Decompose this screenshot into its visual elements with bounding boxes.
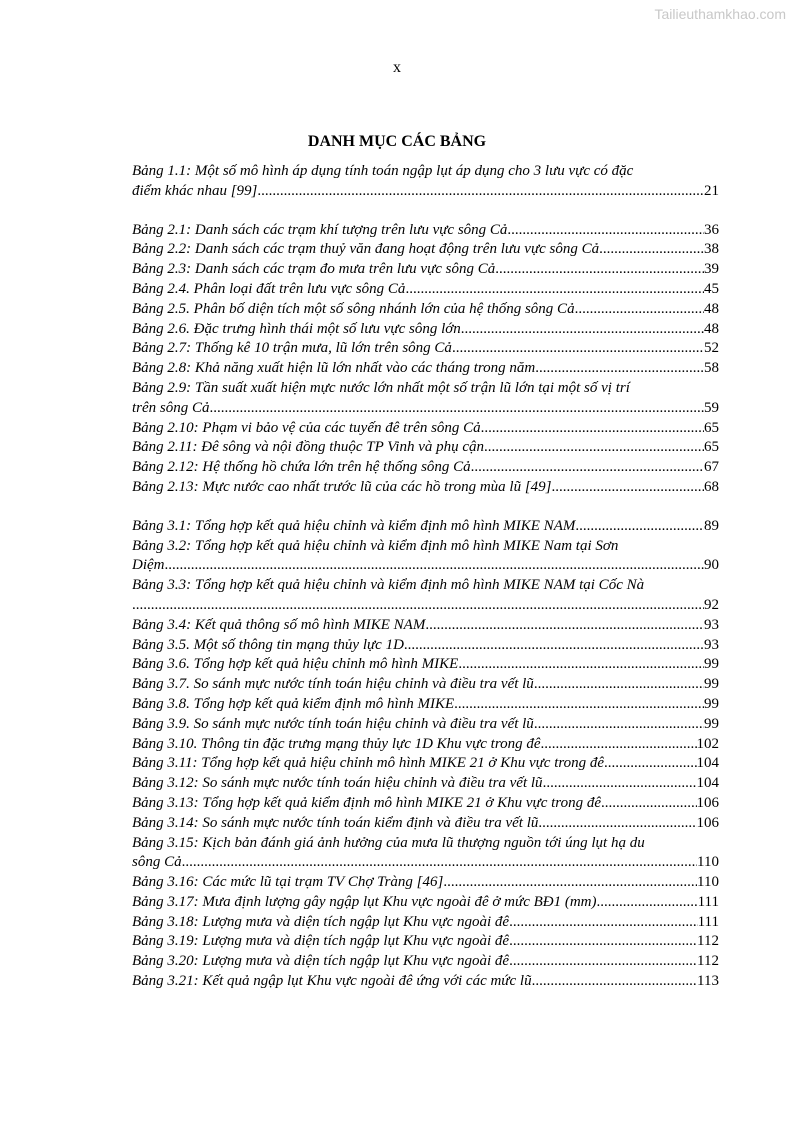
toc-entry-page-number: 106 [696,814,719,831]
dot-leader [509,952,697,972]
dot-leader [165,556,705,576]
toc-entry[interactable] [132,754,719,774]
toc-entry[interactable] [132,260,719,280]
toc-entry[interactable] [132,675,719,695]
toc-entry-text: Bảng 3.8. Tổng hợp kết quả kiểm định mô hình MIKE [132,695,455,712]
toc-entry[interactable] [132,655,719,675]
toc-entry-line [132,280,719,300]
dot-leader [210,399,704,419]
dot-leader [454,695,704,715]
toc-entry-line [132,399,719,419]
toc-entry-page-number: 112 [697,933,719,950]
toc-entry-page-number: 65 [704,439,719,456]
toc-entry-line [132,913,719,933]
toc-entry-line [132,893,719,913]
toc-entry-line [132,221,719,241]
toc-entry-text: Bảng 3.21: Kết quả ngập lụt Khu vực ngoài đê ứng với các mức lũ [132,973,532,990]
dot-leader [484,438,704,458]
toc-entry[interactable] [132,794,719,814]
dot-leader [404,636,704,656]
group-spacer [132,202,719,221]
toc-entry-page-number: 92 [704,596,719,613]
toc-entry-text: Bảng 3.12: So sánh mực nước tính toán hiệu chỉnh và điều tra vết lũ [132,775,543,792]
toc-entry[interactable] [132,972,719,992]
toc-entry-page-number: 104 [696,775,719,792]
dot-leader [443,873,697,893]
toc-entry-page-number: 48 [704,300,719,317]
toc-entry-page-number: 39 [704,261,719,278]
toc-entry-text: Bảng 3.6. Tổng hợp kết quả hiệu chỉnh mô hình MIKE [132,656,459,673]
toc-entry-page-number: 106 [696,794,719,811]
toc-entry[interactable] [132,873,719,893]
toc-entry-line [132,655,719,675]
toc-entry-line [132,339,719,359]
toc-entry-line [132,182,719,202]
toc-entry-page-number: 99 [704,656,719,673]
dot-leader [575,517,704,537]
toc-entry[interactable] [132,379,719,419]
toc-entry[interactable] [132,952,719,972]
toc-entry-line [132,814,719,834]
toc-entry-line [132,616,719,636]
watermark-text: Tailieuthamkhao.com [654,6,786,22]
dot-leader [541,735,697,755]
toc-entry[interactable] [132,240,719,260]
toc-entry-title-line: Bảng 3.15: Kịch bản đánh giá ảnh hưởng của mưa lũ thượng nguồn tới úng lụt hạ du [132,834,645,851]
toc-entry-text: Bảng 3.14: So sánh mực nước tính toán kiểm định và điều tra vết lũ [132,814,539,831]
toc-entry-line [132,853,719,873]
toc-entry[interactable] [132,478,719,498]
toc-entry-line [132,359,719,379]
page-title: DANH MỤC CÁC BẢNG [307,133,487,150]
dot-leader [601,794,697,814]
toc-entry-line [132,715,719,735]
toc-entry-text: Bảng 3.4: Kết quả thông số mô hình MIKE NAM [132,616,426,633]
page-number: x [393,59,401,76]
toc-entry[interactable] [132,517,719,537]
toc-entry-text: trên sông Cả [132,399,210,416]
toc-entry[interactable] [132,695,719,715]
toc-entry-page-number: 59 [704,399,719,416]
dot-leader [604,754,696,774]
toc-entry-title-line: Bảng 2.9: Tần suất xuất hiện mực nước lớn nhất một số trận lũ lớn tại một số vị trí [132,379,630,396]
toc-entry[interactable] [132,616,719,636]
toc-entry-title-line: Bảng 1.1: Một số mô hình áp dụng tính toán ngập lụt áp dụng cho 3 lưu vực có đặc [132,163,634,179]
toc-entry-text: Bảng 2.4. Phân loại đất trên lưu vực sông Cả [132,280,406,297]
toc-entry-line [132,438,719,458]
toc-entry-page-number: 21 [704,182,719,199]
toc-entry-line [132,300,719,320]
toc-entry[interactable] [132,576,719,616]
toc-entry-page-number: 112 [697,953,719,970]
toc-entry[interactable] [132,774,719,794]
toc-entry-line [132,774,719,794]
toc-entry-title-line: Bảng 3.3: Tổng hợp kết quả hiệu chỉnh và kiểm định mô hình MIKE NAM tại Cốc Nà [132,577,645,594]
toc-entry-text: Bảng 3.16: Các mức lũ tại trạm TV Chợ Tràng [46] [132,874,444,891]
toc-entry[interactable] [132,300,719,320]
toc-entry-page-number: 67 [704,459,719,476]
toc-entry-page-number: 93 [704,616,719,633]
toc-entry-line [132,596,719,616]
toc-entry-page-number: 90 [704,557,719,574]
toc-entry-title-line: Bảng 3.2: Tổng hợp kết quả hiệu chỉnh và kiểm định mô hình MIKE Nam tại Sơn [132,537,619,554]
dot-leader [257,182,704,202]
toc-entry-text: Bảng 2.5. Phân bố diện tích một số sông nhánh lớn của hệ thống sông Cả [132,300,575,317]
toc-entry-page-number: 110 [697,874,719,891]
toc-entry-page-number: 104 [696,755,719,772]
toc-entry-line [132,873,719,893]
toc-entry[interactable] [132,735,719,755]
toc-entry[interactable] [132,932,719,952]
toc-entry-page-number: 65 [704,419,719,436]
toc-entry-text: Bảng 2.13: Mực nước cao nhất trước lũ của các hồ trong mùa lũ [49] [132,478,552,495]
toc-entry-text: Bảng 3.17: Mưa định lượng gây ngập lụt Khu vực ngoài đê ở mức BĐ1 (mm) [132,893,597,910]
toc-entry-text: Bảng 3.20: Lượng mưa và diện tích ngập lụt Khu vực ngoài đê [132,953,510,970]
dot-leader [458,655,704,675]
dot-leader [425,616,704,636]
toc-entry-page-number: 110 [697,854,719,871]
toc-entry[interactable] [132,162,719,202]
toc-entry[interactable] [132,438,719,458]
toc-entry-text: Bảng 2.11: Đê sông và nội đồng thuộc TP Vinh và phụ cận [132,439,485,456]
toc-entry-line [132,735,719,755]
toc-entry-line [132,556,719,576]
toc-entry-page-number: 52 [704,340,719,357]
toc-entry[interactable] [132,458,719,478]
toc-entry-text: điểm khác nhau [99] [132,182,258,199]
toc-entry-text: Bảng 3.1: Tổng hợp kết quả hiệu chỉnh và kiểm định mô hình MIKE NAM [132,517,576,534]
toc-entry-line [132,240,719,260]
toc-entry-line [132,675,719,695]
toc-entry-line [132,320,719,340]
toc-entry-page-number: 48 [704,320,719,337]
dot-leader [471,458,704,478]
dot-leader [509,913,698,933]
toc-entry[interactable] [132,320,719,340]
toc-entry-page-number: 89 [704,517,719,534]
toc-entry-text: Bảng 2.2: Danh sách các trạm thuỷ văn đang hoạt động trên lưu vực sông Cả [132,241,600,258]
toc-entry-text: Bảng 3.19: Lượng mưa và diện tích ngập lụt Khu vực ngoài đê [132,933,510,950]
toc-entry-line [132,754,719,774]
toc-entry-line [132,419,719,439]
toc-entry[interactable] [132,814,719,834]
group-spacer [132,498,719,517]
dot-leader [575,300,704,320]
toc-entry-text: Bảng 3.5. Một số thông tin mạng thủy lực 1D [132,636,404,653]
dot-leader [552,478,704,498]
toc-entry-page-number: 38 [704,241,719,258]
toc-entry-text: Bảng 3.9. So sánh mực nước tính toán hiệu chỉnh và điều tra vết lũ [132,715,534,732]
dot-leader [461,320,704,340]
dot-leader [535,359,704,379]
table-of-contents [132,162,719,992]
dot-leader [534,715,704,735]
dot-leader [509,932,697,952]
toc-entry-text: Bảng 3.10. Thông tin đặc trưng mạng thủy lực 1D Khu vực trong đê [132,735,541,752]
toc-entry-page-number: 68 [704,478,719,495]
dot-leader [507,221,704,241]
toc-entry-page-number: 36 [704,221,719,238]
toc-entry-page-number: 93 [704,636,719,653]
toc-entry-page-number: 99 [704,676,719,693]
dot-leader [495,260,704,280]
dot-leader [599,240,704,260]
toc-entry[interactable] [132,893,719,913]
dot-leader [182,853,697,873]
toc-entry[interactable] [132,419,719,439]
toc-entry-text: Bảng 2.12: Hệ thống hồ chứa lớn trên hệ thống sông Cả [132,459,471,476]
toc-entry-page-number: 99 [704,715,719,732]
dot-leader [132,596,704,616]
toc-entry-line [132,260,719,280]
toc-entry[interactable] [132,221,719,241]
toc-entry-line [132,636,719,656]
toc-entry-line [132,794,719,814]
toc-entry[interactable] [132,537,719,577]
toc-entry-text: Bảng 2.6. Đặc trưng hình thái một số lưu vực sông lớn [132,320,461,337]
toc-entry[interactable] [132,913,719,933]
toc-entry-page-number: 99 [704,695,719,712]
dot-leader [538,814,696,834]
toc-entry[interactable] [132,280,719,300]
toc-entry[interactable] [132,339,719,359]
toc-entry-line [132,932,719,952]
dot-leader [532,972,697,992]
toc-entry-text: Bảng 2.3: Danh sách các trạm đo mưa trên lưu vực sông Cả [132,261,496,278]
dot-leader [452,339,704,359]
toc-entry[interactable] [132,636,719,656]
toc-entry-text: Bảng 2.1: Danh sách các trạm khí tượng trên lưu vực sông Cả [132,221,508,238]
toc-entry-page-number: 102 [696,735,719,752]
toc-entry-text: Bảng 3.7. So sánh mực nước tính toán hiệu chỉnh và điều tra vết lũ [132,676,534,693]
toc-entry-text: Bảng 3.11: Tổng hợp kết quả hiệu chỉnh mô hình MIKE 21 ở Khu vực trong đê [132,755,605,772]
toc-entry-text: Diệm [132,557,165,574]
toc-entry-page-number: 58 [704,360,719,377]
toc-entry-text: Bảng 3.13: Tổng hợp kết quả kiểm định mô hình MIKE 21 ở Khu vực trong đê [132,794,601,811]
toc-entry[interactable] [132,359,719,379]
toc-entry-line [132,695,719,715]
dot-leader [534,675,704,695]
dot-leader [597,893,698,913]
dot-leader [543,774,697,794]
toc-entry-text: Bảng 2.8: Khả năng xuất hiện lũ lớn nhất vào các tháng trong năm [132,360,536,377]
toc-entry-line [132,458,719,478]
toc-entry-page-number: 45 [704,280,719,297]
toc-entry[interactable] [132,715,719,735]
toc-entry-page-number: 113 [697,973,719,990]
toc-entry-page-number: 111 [697,913,719,930]
toc-entry-line [132,517,719,537]
toc-entry[interactable] [132,834,719,874]
dot-leader [405,280,704,300]
toc-entry-page-number: 111 [697,893,719,910]
toc-entry-line [132,478,719,498]
toc-entry-text: Bảng 3.18: Lượng mưa và diện tích ngập lụt Khu vực ngoài đê [132,913,510,930]
toc-entry-text: Bảng 2.7: Thống kê 10 trận mưa, lũ lớn trên sông Cả [132,340,452,357]
dot-leader [481,419,704,439]
toc-entry-line [132,952,719,972]
toc-entry-text: sông Cả [132,854,182,871]
toc-entry-line [132,972,719,992]
toc-entry-text: Bảng 2.10: Phạm vi bảo vệ của các tuyến đê trên sông Cả [132,419,481,436]
